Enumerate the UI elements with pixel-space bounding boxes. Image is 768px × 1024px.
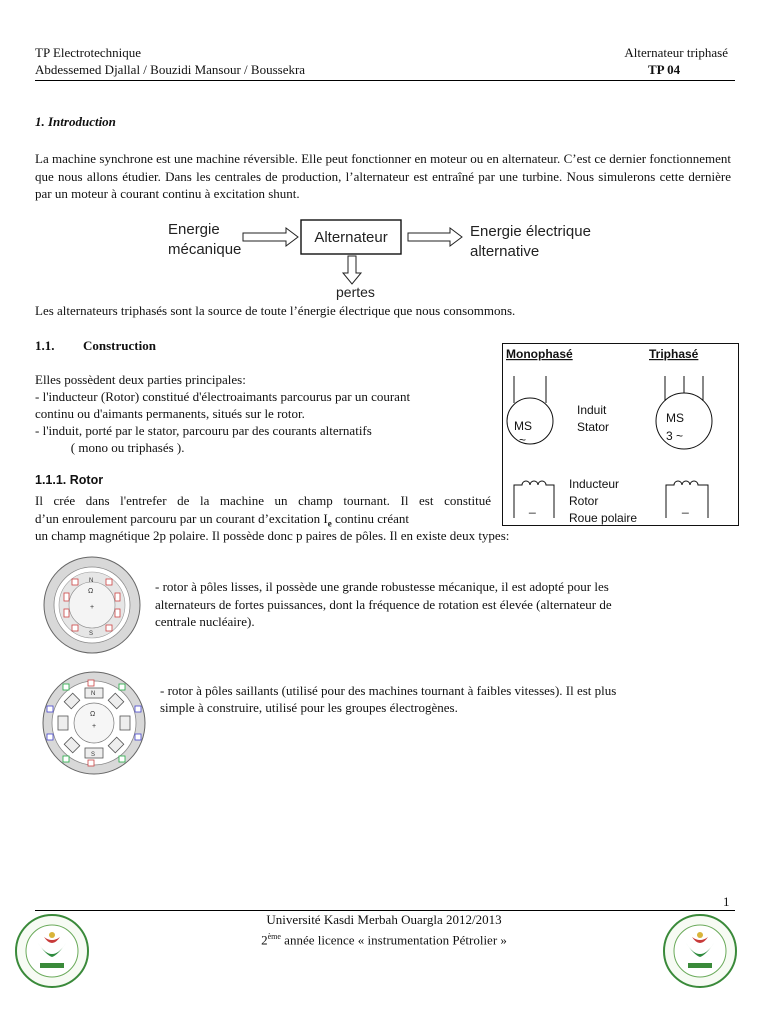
university-logo-right	[662, 913, 738, 989]
header-rule	[35, 80, 735, 81]
loss-arrow	[343, 256, 361, 284]
diagram-output-line1: Energie électrique	[470, 223, 591, 240]
smooth-pole-n: N	[89, 578, 94, 584]
rotor-p-line2a: d’un enroulement parcouru par un courant d’excitation I	[35, 511, 328, 526]
svg-text:+: +	[90, 604, 95, 611]
mono-ms: MS	[514, 419, 532, 433]
diagram-loss-label: pertes	[336, 284, 375, 300]
smooth-omega: Ω	[88, 588, 94, 595]
diagram-input-line2: mécanique	[168, 241, 242, 258]
salient-pole-s: S	[91, 752, 96, 758]
construction-line-3: continu ou d'aimants permanents, situés sur le rotor.	[35, 406, 305, 421]
label-stator: Stator	[577, 420, 610, 434]
footer-university: Université Kasdi Merbah Ouargla 2012/2013	[266, 912, 502, 927]
saillants-line-2: simple à construire, utilisé pour les groupes électrogènes.	[160, 700, 458, 715]
intro-paragraph: La machine synchrone est une machine réversible. Elle peut fonctionner en moteur ou en alternateur. C’est ce dernier fonctionnement que nous allons étudier. Dans les centrales de production, l’alternateur est entraîné par une turbine. Nous simulerons cette dernière par un moteur à courant continu à excitation shunt.	[35, 151, 731, 201]
smooth-pole-rotor-figure	[40, 555, 144, 655]
rotor-p-line2-sub: e	[327, 518, 332, 529]
header-authors: Abdessemed Djallal / Bouzidi Mansour / Boussekra	[35, 62, 306, 77]
footer-program	[0, 928, 768, 949]
label-inducteur: Inducteur	[569, 477, 620, 491]
tri-ms: MS	[666, 411, 684, 425]
svg-text:+: +	[92, 723, 97, 730]
construction-heading-num: 1.1.	[35, 338, 55, 353]
diagram-input-line1: Energie	[168, 221, 220, 238]
diagram-box-label: Alternateur	[314, 229, 388, 246]
lisses-line-2: alternateurs de fortes puissances, dont la fréquence de rotation est élevée (alternateur de	[155, 597, 612, 612]
output-arrow	[408, 228, 462, 246]
energy-flow-diagram	[160, 212, 610, 300]
header-course: TP Electrotechnique	[35, 45, 142, 60]
salient-pole-rotor-figure	[38, 670, 150, 776]
university-logo-left	[14, 913, 90, 989]
construction-line-5: ( mono ou triphasés ).	[35, 440, 185, 455]
label-rotor: Rotor	[569, 494, 599, 508]
smooth-pole-s: S	[89, 631, 94, 637]
saillants-line-1: - rotor à pôles saillants (utilisé pour des machines tournant à faibles vitesses). Il est plus	[160, 683, 617, 698]
input-arrow	[243, 228, 298, 246]
rotor-p-line2b: continu créant	[331, 511, 409, 526]
intro-after-diagram: Les alternateurs triphasés sont la source de toute l’énergie électrique que nous consommons.	[35, 303, 516, 318]
lisses-line-1: - rotor à pôles lisses, il possède une grande robustesse mécanique, il est adopté pour les	[155, 579, 609, 594]
label-roue-polaire: Roue polaire	[569, 511, 638, 525]
footer-program-text: année licence « instrumentation Pétrolier »	[280, 932, 507, 948]
construction-line-1: Elles possèdent deux parties principales:	[35, 372, 246, 387]
page-number: 1	[723, 894, 730, 909]
construction-line-2: - l'inducteur (Rotor) constitué d'électroaimants parcourus par un courant	[35, 389, 411, 404]
rotor-heading: 1.1.1. Rotor	[35, 473, 104, 487]
rotor-p-line3: un champ magnétique 2p polaire. Il possède donc p paires de pôles. Il en existe deux types:	[35, 528, 510, 543]
intro-heading: 1. Introduction	[35, 114, 116, 129]
tri-dash: _	[682, 500, 689, 514]
construction-line-4: - l'induit, porté par le stator, parcouru par des courants alternatifs	[35, 423, 372, 438]
mono-tri-schematic	[502, 343, 739, 526]
footer-program-num: 2	[261, 932, 268, 948]
diagram-output-line2: alternative	[470, 243, 540, 260]
header-tp-number: TP 04	[648, 62, 681, 77]
mono-dash: _	[529, 500, 536, 514]
footer-program-sup: ème	[267, 932, 281, 941]
tri-sym: 3 ~	[666, 429, 684, 443]
tri-title: Triphasé	[649, 347, 699, 361]
mono-tilde: ~	[519, 433, 527, 447]
construction-heading: Construction	[83, 338, 156, 353]
rotor-p-line1: Il crée dans l'entrefer de la machine un champ tournant. Il est constitué	[35, 493, 491, 508]
label-induit: Induit	[577, 403, 607, 417]
header-title: Alternateur triphasé	[624, 45, 728, 60]
salient-omega: Ω	[90, 711, 96, 718]
mono-title: Monophasé	[506, 347, 573, 361]
lisses-line-3: centrale nucléaire).	[155, 614, 255, 629]
salient-pole-n: N	[91, 691, 96, 697]
